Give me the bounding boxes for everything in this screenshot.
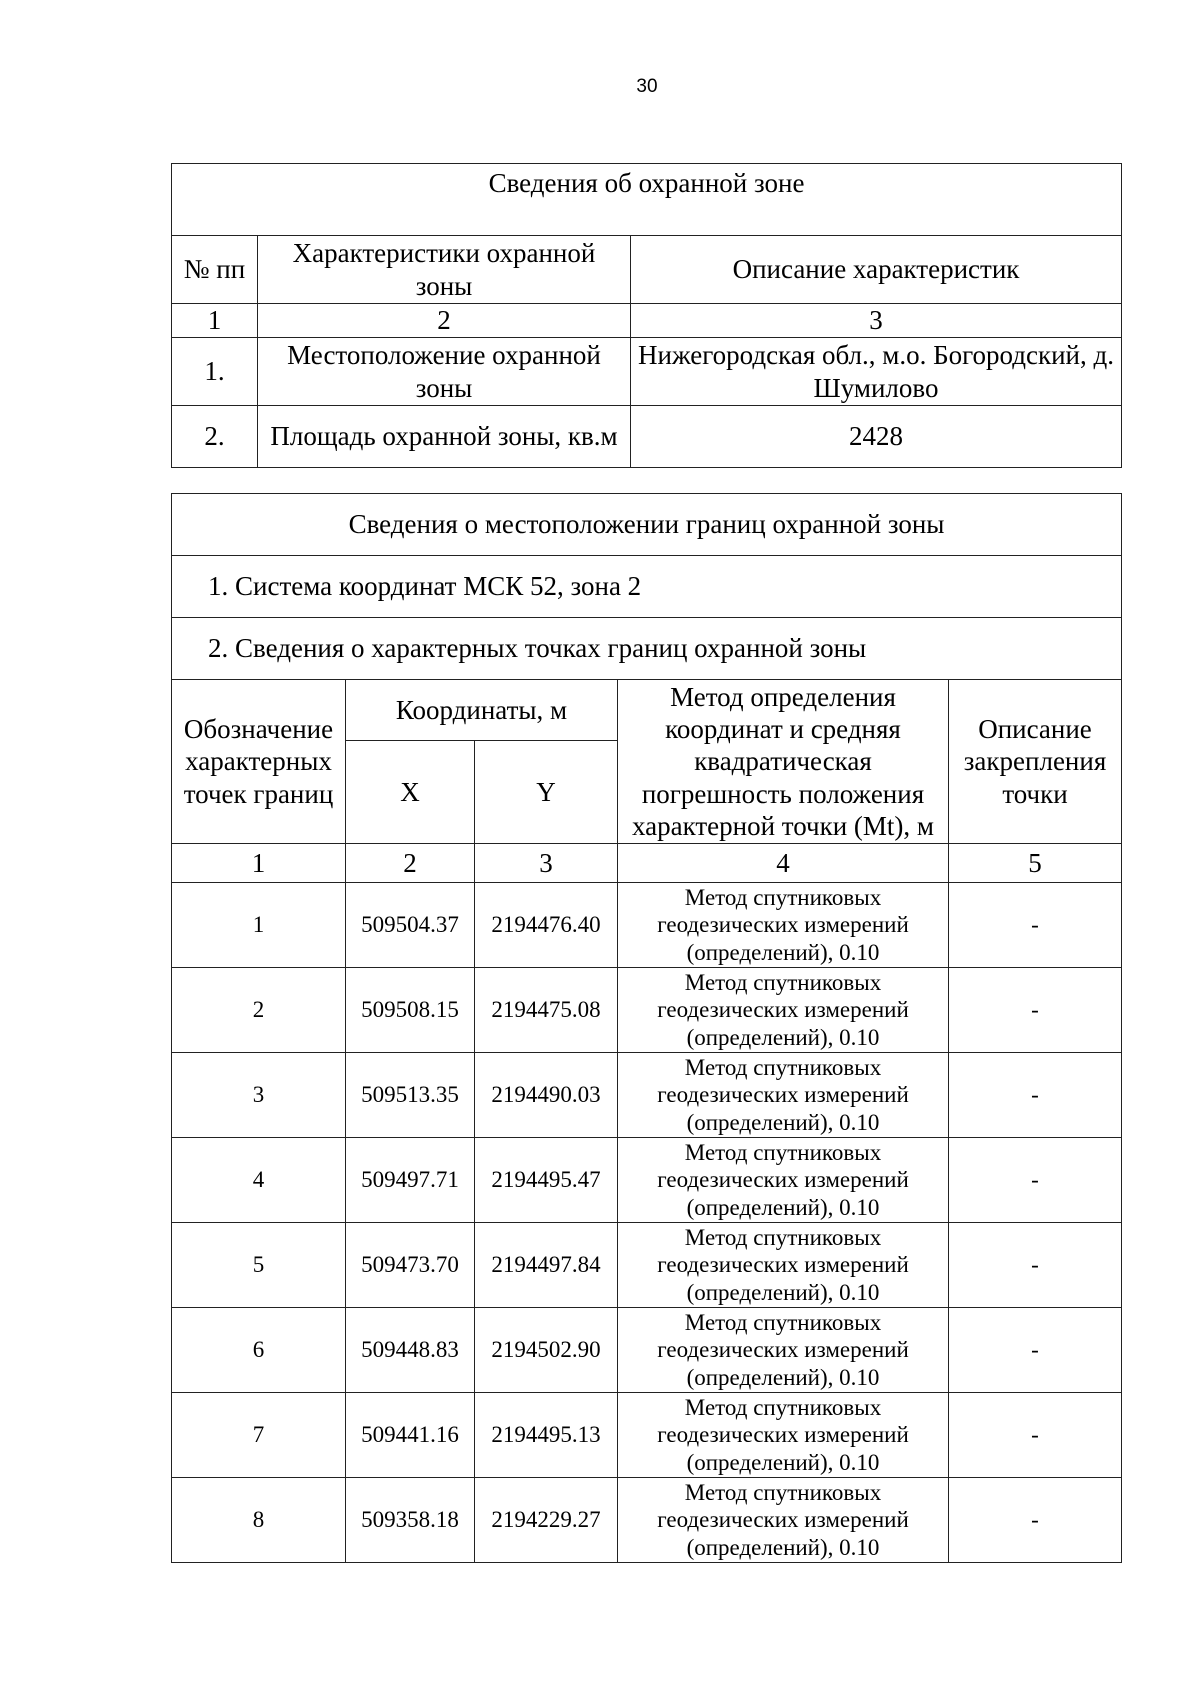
coordinate-x: 509497.71	[346, 1138, 475, 1223]
index-cell: 5	[949, 844, 1122, 883]
coordinate-y: 2194495.47	[475, 1138, 618, 1223]
fixing-description: -	[949, 1223, 1122, 1308]
zone-table-row	[172, 338, 1122, 406]
coordinate-x: 509504.37	[346, 883, 475, 968]
coordinate-y: 2194475.08	[475, 968, 618, 1053]
coordinate-x: 509358.18	[346, 1478, 475, 1563]
method-accuracy: Метод спутниковых геодезических измерений (определений), 0.10	[618, 883, 949, 968]
index-cell: 3	[475, 844, 618, 883]
coordinate-x: 509441.16	[346, 1393, 475, 1478]
characteristic-value: 2428	[631, 406, 1122, 468]
characteristic-value: Нижегородская обл., м.о. Богородский, д. Шумилово	[631, 338, 1122, 406]
coordinate-y: 2194502.90	[475, 1308, 618, 1393]
table-row	[172, 1478, 1122, 1563]
characteristic-name: Местоположение охранной зоны	[258, 338, 631, 406]
zone-table-row	[172, 406, 1122, 468]
header-characteristics: Характеристики охранной зоны	[258, 236, 631, 304]
coordinate-y: 2194229.27	[475, 1478, 618, 1563]
coordinate-x: 509448.83	[346, 1308, 475, 1393]
coordinate-x: 509508.15	[346, 968, 475, 1053]
coordinate-x: 509473.70	[346, 1223, 475, 1308]
table-row	[172, 1223, 1122, 1308]
points-section-title: 2. Сведения о характерных точках границ охранной зоны	[172, 618, 1122, 680]
method-accuracy: Метод спутниковых геодезических измерений (определений), 0.10	[618, 1223, 949, 1308]
fixing-description: -	[949, 1393, 1122, 1478]
header-fixing-description: Описание закрепления точки	[949, 680, 1122, 844]
points-table-title: Сведения о местоположении границ охранной зоны	[172, 494, 1122, 556]
fixing-description: -	[949, 1478, 1122, 1563]
header-y: Y	[475, 741, 618, 844]
zone-table-title: Сведения об охранной зоне	[172, 164, 1122, 236]
zone-info-table	[171, 163, 1122, 468]
table-row	[172, 1138, 1122, 1223]
method-accuracy: Метод спутниковых геодезических измерений (определений), 0.10	[618, 1053, 949, 1138]
coordinate-y: 2194490.03	[475, 1053, 618, 1138]
index-cell: 2	[258, 304, 631, 338]
index-cell: 2	[346, 844, 475, 883]
points-header-row	[172, 680, 1122, 741]
header-method: Метод определения координат и средняя квадратическая погрешность положения характерной точки (Mt), м	[618, 680, 949, 844]
coordinate-x: 509513.35	[346, 1053, 475, 1138]
table-row	[172, 883, 1122, 968]
method-accuracy: Метод спутниковых геодезических измерений (определений), 0.10	[618, 1138, 949, 1223]
header-number: № пп	[172, 236, 258, 304]
header-description: Описание характеристик	[631, 236, 1122, 304]
point-designation: 4	[172, 1138, 346, 1223]
point-designation: 6	[172, 1308, 346, 1393]
fixing-description: -	[949, 883, 1122, 968]
points-index-row	[172, 844, 1122, 883]
row-number: 2.	[172, 406, 258, 468]
coordinate-y: 2194497.84	[475, 1223, 618, 1308]
index-cell: 1	[172, 304, 258, 338]
coordinate-y: 2194476.40	[475, 883, 618, 968]
coordinate-system: 1. Система координат МСК 52, зона 2	[172, 556, 1122, 618]
zone-table-index-row	[172, 304, 1122, 338]
header-designation: Обозначение характерных точек границ	[172, 680, 346, 844]
method-accuracy: Метод спутниковых геодезических измерений (определений), 0.10	[618, 1308, 949, 1393]
point-designation: 5	[172, 1223, 346, 1308]
fixing-description: -	[949, 1053, 1122, 1138]
coordinate-y: 2194495.13	[475, 1393, 618, 1478]
page-number: 30	[636, 76, 658, 97]
point-designation: 2	[172, 968, 346, 1053]
fixing-description: -	[949, 1138, 1122, 1223]
row-number: 1.	[172, 338, 258, 406]
point-designation: 7	[172, 1393, 346, 1478]
table-row	[172, 968, 1122, 1053]
fixing-description: -	[949, 968, 1122, 1053]
table-row	[172, 1308, 1122, 1393]
index-cell: 3	[631, 304, 1122, 338]
boundary-points-table	[171, 493, 1122, 1563]
header-x: X	[346, 741, 475, 844]
method-accuracy: Метод спутниковых геодезических измерений (определений), 0.10	[618, 968, 949, 1053]
point-designation: 3	[172, 1053, 346, 1138]
zone-table-header-row	[172, 236, 1122, 304]
table-row	[172, 1053, 1122, 1138]
point-designation: 8	[172, 1478, 346, 1563]
index-cell: 4	[618, 844, 949, 883]
method-accuracy: Метод спутниковых геодезических измерений (определений), 0.10	[618, 1478, 949, 1563]
index-cell: 1	[172, 844, 346, 883]
fixing-description: -	[949, 1308, 1122, 1393]
header-coordinates: Координаты, м	[346, 680, 618, 741]
table-row	[172, 1393, 1122, 1478]
characteristic-name: Площадь охранной зоны, кв.м	[258, 406, 631, 468]
point-designation: 1	[172, 883, 346, 968]
method-accuracy: Метод спутниковых геодезических измерений (определений), 0.10	[618, 1393, 949, 1478]
